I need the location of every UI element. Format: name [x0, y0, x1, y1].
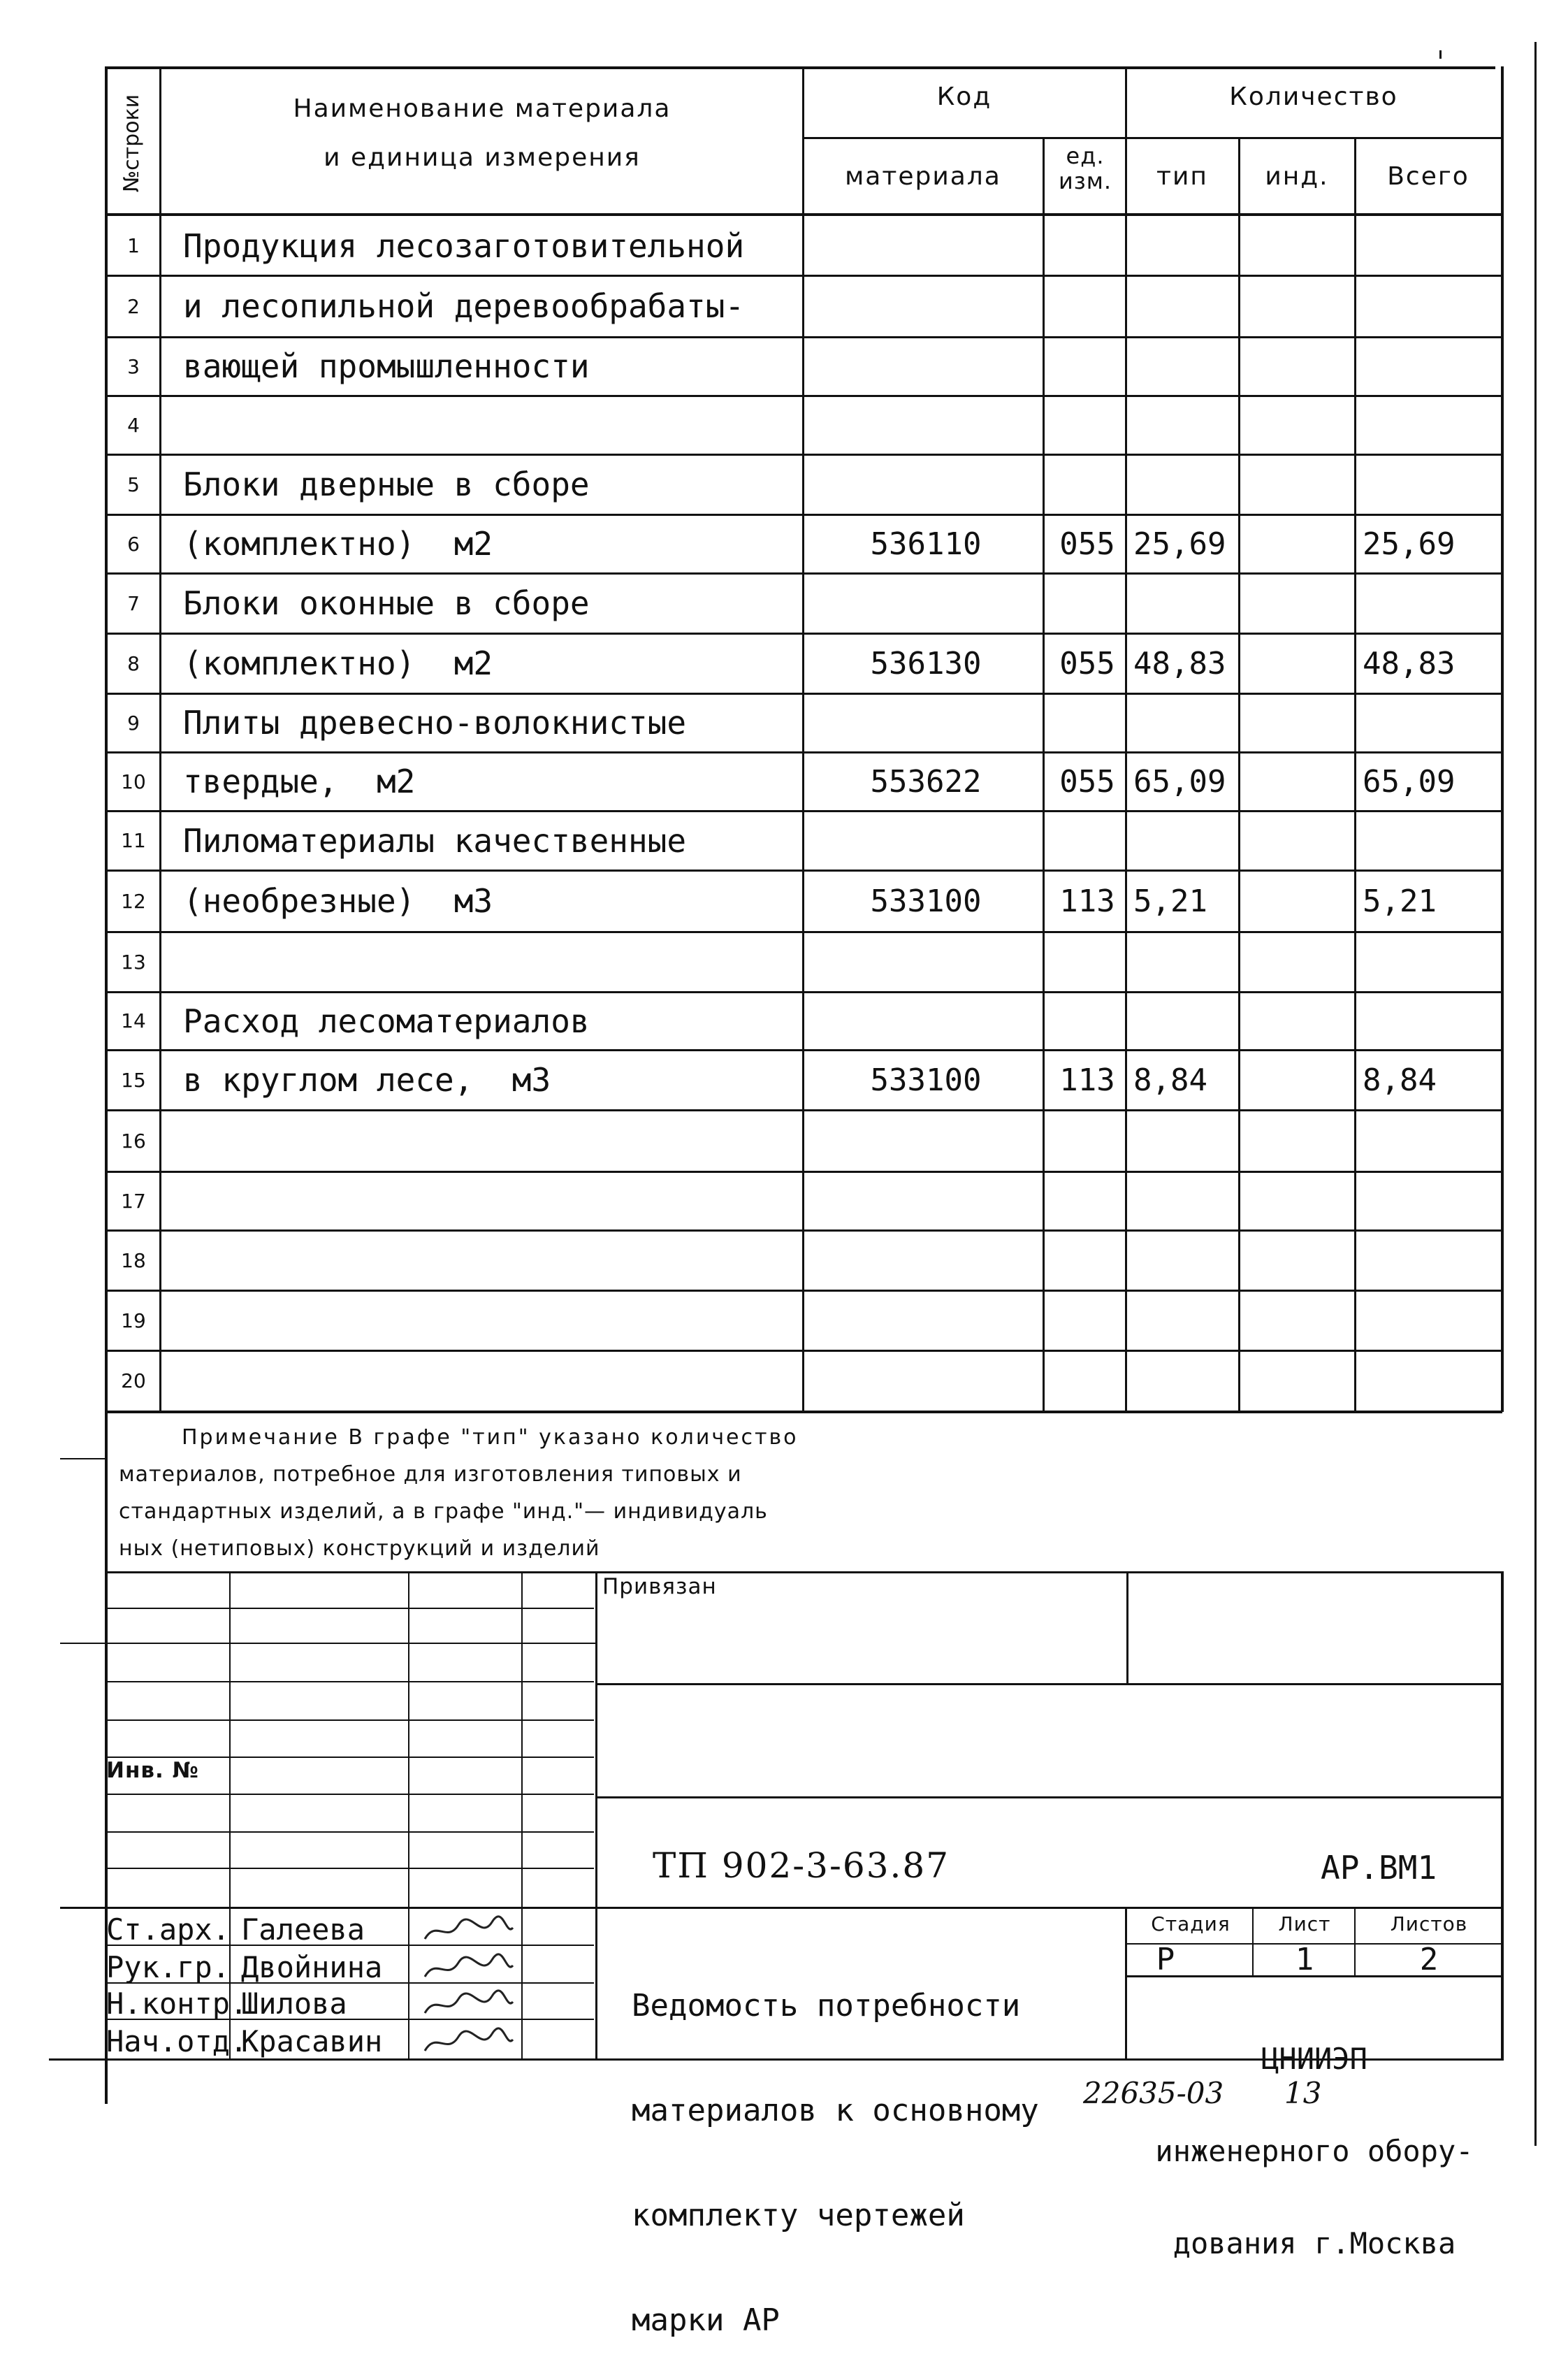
material-name: (комплектно) м2 — [183, 525, 493, 563]
sheets-label: Листов — [1390, 1912, 1468, 1935]
drawing-mark: АР.ВМ1 — [1321, 1849, 1437, 1887]
total-header: Всего — [1387, 162, 1469, 191]
cell-unit — [1050, 811, 1125, 870]
cell-total — [1363, 573, 1501, 633]
attached-label: Привязан — [602, 1574, 717, 1599]
row-number: 17 — [121, 1189, 146, 1213]
handwritten-signature — [419, 1989, 517, 2020]
material-name: вающей промышленности — [183, 347, 590, 385]
title-line-2: материалов к основному — [632, 2093, 1039, 2128]
cell-code — [809, 1171, 1043, 1230]
cell-ind — [1247, 1171, 1354, 1230]
row-number: 9 — [127, 711, 140, 735]
material-name: Продукция лесозаготовительной — [183, 226, 745, 265]
cell-typ — [1133, 1230, 1238, 1290]
cell-code — [809, 216, 1043, 275]
row-number: 20 — [121, 1369, 146, 1392]
cell-ind — [1247, 633, 1354, 693]
cell-typ — [1133, 693, 1238, 752]
cell-code — [809, 454, 1043, 514]
cell-unit — [1050, 1290, 1125, 1350]
cell-ind — [1247, 275, 1354, 337]
cell-typ — [1133, 573, 1238, 633]
signer-name: Двойнина — [241, 1950, 383, 1984]
material-name: Плиты древесно-волокнистые — [183, 704, 687, 742]
cell-code — [809, 932, 1043, 992]
cell-total — [1363, 216, 1501, 275]
cell-ind — [1247, 1050, 1354, 1110]
cell-code: 536110 — [870, 526, 982, 562]
document-code: ТП 902-3-63.87 — [653, 1845, 950, 1886]
cell-unit — [1050, 216, 1125, 275]
material-name — [183, 396, 798, 454]
sheet-label: Лист — [1278, 1912, 1331, 1935]
cell-typ — [1133, 454, 1238, 514]
cell-code — [809, 811, 1043, 870]
material-name — [183, 1290, 798, 1350]
cell-unit — [1050, 1171, 1125, 1230]
row-number: 5 — [127, 473, 140, 496]
row-number: 4 — [127, 413, 140, 437]
row-number: 10 — [121, 770, 146, 793]
title-line-3: комплекту чертежей — [632, 2198, 965, 2233]
table-row — [0, 932, 1568, 992]
table-row — [0, 1290, 1568, 1350]
table-row — [0, 752, 1568, 811]
table-row — [0, 337, 1568, 396]
cell-ind — [1247, 811, 1354, 870]
cell-code — [809, 693, 1043, 752]
cell-typ — [1133, 932, 1238, 992]
cell-total — [1363, 811, 1501, 870]
cell-typ — [1133, 1290, 1238, 1350]
table-row — [0, 1230, 1568, 1290]
cell-unit: 113 — [1059, 883, 1115, 919]
cell-typ — [1133, 337, 1238, 396]
cell-unit: 055 — [1059, 526, 1115, 562]
row-number-header: №строки — [119, 94, 144, 193]
material-code-header: материала — [845, 162, 1001, 191]
cell-ind — [1247, 1110, 1354, 1171]
cell-typ — [1133, 216, 1238, 275]
row-number: 13 — [121, 950, 146, 974]
cell-ind — [1247, 514, 1354, 573]
stage-value: Р — [1156, 1942, 1175, 1977]
cell-total: 8,84 — [1363, 1062, 1437, 1098]
cell-typ — [1133, 1350, 1238, 1411]
row-number: 15 — [121, 1068, 146, 1092]
cell-typ: 65,09 — [1133, 763, 1226, 800]
signer-name: Галеева — [241, 1912, 365, 1947]
note-line-4: ных (нетиповых) конструкций и изделий — [119, 1536, 600, 1561]
table-row — [0, 216, 1568, 275]
signer-name: Шилова — [241, 1986, 347, 2021]
unit-header: ед. изм. — [1058, 143, 1112, 194]
cell-total — [1363, 992, 1501, 1050]
cell-typ — [1133, 811, 1238, 870]
cell-ind — [1247, 1350, 1354, 1411]
cell-typ: 8,84 — [1133, 1062, 1207, 1098]
cell-unit — [1050, 275, 1125, 337]
handwritten-signature — [419, 1915, 517, 1946]
cell-total — [1363, 1110, 1501, 1171]
cell-total: 25,69 — [1363, 526, 1456, 562]
material-name — [183, 1350, 798, 1411]
title-line-1: Ведомость потребности — [632, 1988, 1021, 2024]
material-name — [183, 1110, 798, 1171]
inventory-number-label: Инв. № — [106, 1758, 199, 1783]
cell-typ — [1133, 992, 1238, 1050]
material-name: твердые, м2 — [183, 763, 416, 800]
cell-unit — [1050, 454, 1125, 514]
signer-role: Рук.гр. — [106, 1950, 231, 1984]
cell-typ — [1133, 1110, 1238, 1171]
sheet-value: 1 — [1295, 1942, 1314, 1977]
cell-typ — [1133, 1171, 1238, 1230]
row-number: 19 — [121, 1308, 146, 1332]
cell-code: 536130 — [870, 645, 982, 681]
cell-ind — [1247, 337, 1354, 396]
cell-ind — [1247, 573, 1354, 633]
cell-code — [809, 573, 1043, 633]
cell-ind — [1247, 1290, 1354, 1350]
org-line-3: дования г.Москва — [1173, 2226, 1456, 2260]
sheets-value: 2 — [1419, 1942, 1439, 1977]
title-line-4: марки АР — [632, 2302, 780, 2338]
cell-ind — [1247, 992, 1354, 1050]
row-number: 1 — [127, 234, 140, 257]
signer-role: Н.контр. — [106, 1986, 248, 2021]
name-header-line1: Наименование материала — [293, 94, 672, 123]
row-number: 8 — [127, 651, 140, 675]
cell-unit — [1050, 932, 1125, 992]
row-number: 6 — [127, 532, 140, 556]
note-line-3: стандартных изделий, а в графе "инд."— индивидуаль — [119, 1499, 768, 1524]
row-number: 7 — [127, 591, 140, 615]
cell-ind — [1247, 932, 1354, 992]
cell-ind — [1247, 216, 1354, 275]
footer-page: 13 — [1284, 2076, 1322, 2110]
note-line-1: Примечание В графе "тип" указано количество — [182, 1425, 799, 1450]
table-row — [0, 1050, 1568, 1110]
quantity-header: Количество — [1229, 82, 1398, 111]
material-name: Блоки дверные в сборе — [183, 466, 590, 503]
table-row — [0, 633, 1568, 693]
cell-unit — [1050, 573, 1125, 633]
cell-ind — [1247, 1230, 1354, 1290]
cell-typ: 25,69 — [1133, 526, 1226, 562]
table-row — [0, 870, 1568, 932]
cell-ind — [1247, 752, 1354, 811]
row-number: 11 — [121, 829, 146, 852]
cell-code — [809, 396, 1043, 454]
row-number: 16 — [121, 1129, 146, 1153]
table-row — [0, 275, 1568, 337]
code-header: Код — [936, 82, 992, 111]
note-line-2: материалов, потребное для изготовления типовых и — [119, 1462, 742, 1487]
table-row — [0, 1350, 1568, 1411]
signer-role: Ст.арх. — [106, 1912, 231, 1947]
cell-unit: 113 — [1059, 1062, 1115, 1098]
cell-code — [809, 275, 1043, 337]
cell-code — [809, 337, 1043, 396]
table-row — [0, 992, 1568, 1050]
cell-code: 533100 — [870, 1062, 982, 1098]
material-name: Расход лесоматериалов — [183, 1002, 590, 1040]
cell-total — [1363, 932, 1501, 992]
cell-code — [809, 1110, 1043, 1171]
cell-total — [1363, 454, 1501, 514]
row-number: 18 — [121, 1248, 146, 1272]
signer-name: Красавин — [241, 2024, 383, 2058]
cell-code — [809, 992, 1043, 1050]
handwritten-signature — [419, 1953, 517, 1984]
cell-ind — [1247, 693, 1354, 752]
org-line-2: инженерного обору- — [1155, 2134, 1474, 2168]
table-row — [0, 514, 1568, 573]
name-header-line2: и единица измерения — [324, 143, 641, 172]
cell-unit — [1050, 693, 1125, 752]
cell-code — [809, 1230, 1043, 1290]
cell-code: 553622 — [870, 763, 982, 800]
note — [119, 1419, 1027, 1567]
typ-header: тип — [1156, 162, 1208, 191]
cell-total: 65,09 — [1363, 763, 1456, 800]
material-name: (комплектно) м2 — [183, 644, 493, 682]
table-row — [0, 454, 1568, 514]
cell-unit — [1050, 396, 1125, 454]
cell-total: 5,21 — [1363, 883, 1437, 919]
cell-unit — [1050, 1230, 1125, 1290]
table-row — [0, 573, 1568, 633]
cell-code — [809, 1350, 1043, 1411]
table-row — [0, 693, 1568, 752]
cell-unit — [1050, 1350, 1125, 1411]
cell-code: 533100 — [870, 883, 982, 919]
cell-typ: 5,21 — [1133, 883, 1207, 919]
material-name — [183, 1171, 798, 1230]
organization — [1128, 1982, 1501, 2290]
material-name: в круглом лесе, м3 — [183, 1061, 551, 1099]
table-row — [0, 1110, 1568, 1171]
cell-total — [1363, 1171, 1501, 1230]
cell-ind — [1247, 870, 1354, 932]
cell-unit: 055 — [1059, 763, 1115, 800]
cell-total — [1363, 1350, 1501, 1411]
cell-total: 48,83 — [1363, 645, 1456, 681]
cell-ind — [1247, 396, 1354, 454]
stage-label: Стадия — [1151, 1912, 1231, 1935]
cell-unit: 055 — [1059, 645, 1115, 681]
cell-total — [1363, 396, 1501, 454]
row-number: 12 — [121, 889, 146, 913]
table-row — [0, 396, 1568, 454]
cell-total — [1363, 1290, 1501, 1350]
material-name: (необрезные) м3 — [183, 882, 493, 920]
table-row — [0, 1171, 1568, 1230]
material-name: Блоки оконные в сборе — [183, 584, 590, 622]
cell-unit — [1050, 1110, 1125, 1171]
cell-typ — [1133, 275, 1238, 337]
material-name: и лесопильной деревообрабаты- — [183, 287, 745, 325]
handwritten-signature — [419, 2027, 517, 2058]
table-row — [0, 811, 1568, 870]
row-number: 3 — [127, 354, 140, 378]
cell-total — [1363, 275, 1501, 337]
cell-unit — [1050, 992, 1125, 1050]
material-name — [183, 1230, 798, 1290]
footer-code: 22635-03 — [1083, 2076, 1224, 2110]
cell-typ — [1133, 396, 1238, 454]
ind-header: инд. — [1265, 162, 1329, 191]
cell-code — [809, 1290, 1043, 1350]
material-name — [183, 932, 798, 992]
row-number: 14 — [121, 1009, 146, 1032]
material-name: Пиломатериалы качественные — [183, 821, 687, 860]
cell-typ: 48,83 — [1133, 645, 1226, 681]
cell-total — [1363, 693, 1501, 752]
cell-total — [1363, 337, 1501, 396]
cell-ind — [1247, 454, 1354, 514]
org-line-1: ЦНИИЭП — [1261, 2042, 1367, 2076]
row-number: 2 — [127, 294, 140, 318]
document-title — [632, 1919, 1039, 2373]
cell-total — [1363, 1230, 1501, 1290]
signer-role: Нач.отд. — [106, 2024, 248, 2058]
cell-unit — [1050, 337, 1125, 396]
